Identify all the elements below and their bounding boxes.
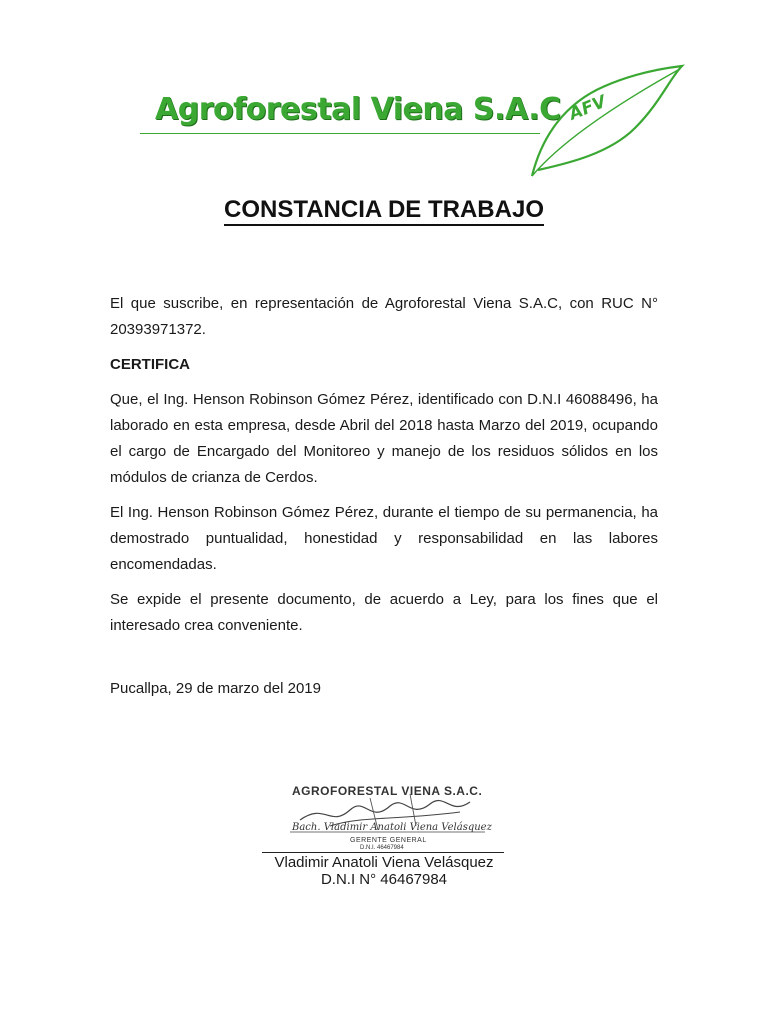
- stamp-name: Bach. Vladimir Anatoli Viena Velásquez: [292, 822, 492, 833]
- document-title-text: CONSTANCIA DE TRABAJO: [224, 196, 544, 226]
- signature-stamp: [270, 780, 500, 860]
- header-rule: [140, 133, 540, 134]
- document-body: [110, 291, 658, 648]
- employment-paragraph: Que, el Ing. Henson Robinson Gómez Pérez, identificado con D.N.I 46088496, ha laborado en esta empresa, desde Abril del 2018 hasta Marzo del 2019, ocupando el cargo de Encargado del Monitoreo y manejo de los residuos sólidos en los módulos de crianza de Cerdos.: [110, 391, 658, 486]
- stamp-dni: D.N.I. 46467984: [360, 845, 404, 851]
- leaf-logo-icon: [520, 58, 690, 183]
- document-title: [0, 196, 768, 224]
- signature-line: [262, 852, 504, 853]
- place-date: Pucallpa, 29 de marzo del 2019: [110, 680, 321, 697]
- certifica-heading: CERTIFICA: [110, 356, 190, 373]
- logo-text: AFV: [566, 91, 610, 125]
- intro-paragraph: El que suscribe, en representación de Agroforestal Viena S.A.C, con RUC N° 20393971372.: [110, 295, 658, 338]
- signer-name: Vladimir Anatoli Viena Velásquez: [274, 854, 494, 871]
- stamp-role: GERENTE GENERAL: [350, 837, 427, 844]
- closing-paragraph: Se expide el presente documento, de acuerdo a Ley, para los fines que el interesado crea conveniente.: [110, 591, 658, 634]
- signer-dni: D.N.I N° 46467984: [320, 871, 448, 888]
- stamp-company: AGROFORESTAL VIENA S.A.C.: [292, 784, 483, 798]
- conduct-paragraph: El Ing. Henson Robinson Gómez Pérez, durante el tiempo de su permanencia, ha demostrado puntualidad, honestidad y responsabilidad en las labores encomendadas.: [110, 504, 658, 573]
- company-name: Agroforestal Viena S.A.C: [155, 92, 561, 127]
